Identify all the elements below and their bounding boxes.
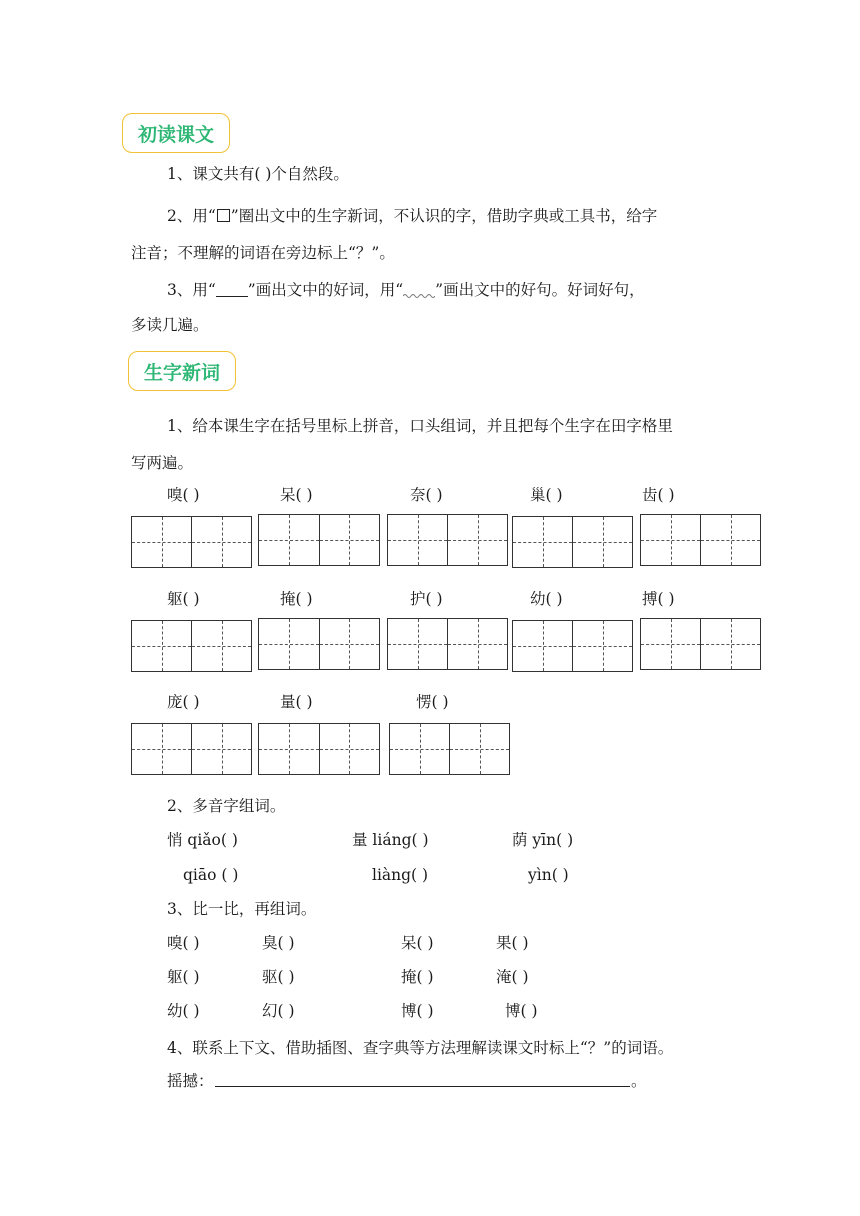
- compare-item: 掩( ): [401, 968, 434, 986]
- q1-item-2-post: ”圈出文中的生字新词，不认识的字，借助字典或工具书，给字: [230, 207, 658, 225]
- char-label: 呆( ): [280, 486, 313, 504]
- compare-title: 3、比一比，再组词。: [167, 900, 317, 918]
- tianzige-grid[interactable]: [258, 618, 380, 670]
- char-label: 庞( ): [167, 693, 200, 711]
- underline-symbol-icon: [216, 282, 248, 297]
- tianzige-grid[interactable]: [389, 723, 510, 775]
- poly-title: 2、多音字组词。: [167, 797, 286, 815]
- char-label: 奈( ): [410, 486, 443, 504]
- compare-item: 幼( ): [167, 1002, 200, 1020]
- compare-item: 博( ): [401, 1002, 434, 1020]
- q1-item-2-pre: 2、用“: [167, 207, 216, 225]
- compare-item: 博( ): [505, 1002, 538, 1020]
- char-label: 巢( ): [530, 486, 563, 504]
- q1-item-3-mid: ”画出文中的好词，用“: [247, 281, 404, 299]
- q1-item-3-line2: 多读几遍。: [131, 316, 209, 334]
- section-badge-first-read: 初读课文: [122, 113, 230, 153]
- wavy-line-symbol-icon: [403, 284, 435, 298]
- q2-intro-line2: 写两遍。: [131, 454, 194, 472]
- compare-item: 驱( ): [262, 968, 295, 986]
- tianzige-grid[interactable]: [258, 514, 380, 566]
- char-label: 搏( ): [642, 590, 675, 608]
- q1-item-3-pre: 3、用“: [167, 281, 216, 299]
- q1-item-2: [167, 206, 657, 226]
- q4-title: 4、联系上下文、借助插图、查字典等方法理解读课文时标上“？”的词语。: [167, 1039, 674, 1057]
- compare-item: 果( ): [496, 934, 529, 952]
- q1-item-3: [167, 280, 645, 300]
- compare-item: 躯( ): [167, 968, 200, 986]
- char-label: 幼( ): [530, 590, 563, 608]
- tianzige-grid[interactable]: [512, 516, 633, 568]
- char-label: 掩( ): [280, 590, 313, 608]
- tianzige-grid[interactable]: [640, 618, 761, 670]
- tianzige-grid[interactable]: [131, 723, 252, 775]
- q4-answer-line[interactable]: [215, 1086, 630, 1087]
- poly-item: 悄 qiǎo( ): [167, 831, 238, 849]
- compare-item: 幻( ): [262, 1002, 295, 1020]
- poly-item: yìn( ): [528, 866, 569, 884]
- square-symbol-icon: [217, 209, 230, 222]
- char-label: 愣( ): [416, 693, 449, 711]
- char-label: 量( ): [280, 693, 313, 711]
- q1-item-3-post: ”画出文中的好句。好词好句，: [435, 281, 645, 299]
- poly-item: liàng( ): [372, 866, 429, 884]
- poly-item: qiāo ( ): [183, 866, 239, 884]
- compare-item: 臭( ): [262, 934, 295, 952]
- q2-intro-line1: 1、给本课生字在括号里标上拼音，口头组词，并且把每个生字在田字格里: [167, 417, 673, 435]
- char-label: 嗅( ): [167, 486, 200, 504]
- tianzige-grid[interactable]: [640, 514, 761, 566]
- q1-item-1: 1、课文共有( )个自然段。: [167, 165, 349, 183]
- poly-item: 量 liáng( ): [352, 831, 429, 849]
- tianzige-grid[interactable]: [512, 620, 633, 672]
- compare-item: 淹( ): [496, 968, 529, 986]
- compare-item: 嗅( ): [167, 934, 200, 952]
- char-label: 护( ): [410, 590, 443, 608]
- tianzige-grid[interactable]: [131, 620, 252, 672]
- q4-end-mark: 。: [631, 1072, 647, 1090]
- q4-word: 摇撼：: [167, 1072, 214, 1090]
- tianzige-grid[interactable]: [131, 516, 252, 568]
- poly-item: 荫 yīn( ): [512, 831, 574, 849]
- tianzige-grid[interactable]: [387, 618, 508, 670]
- compare-item: 呆( ): [401, 934, 434, 952]
- q1-item-2-line2: 注音；不理解的词语在旁边标上“？”。: [131, 244, 395, 262]
- char-label: 躯( ): [167, 590, 200, 608]
- char-label: 齿( ): [642, 486, 675, 504]
- tianzige-grid[interactable]: [387, 514, 508, 566]
- section-badge-new-words: 生字新词: [128, 351, 236, 391]
- tianzige-grid[interactable]: [258, 723, 380, 775]
